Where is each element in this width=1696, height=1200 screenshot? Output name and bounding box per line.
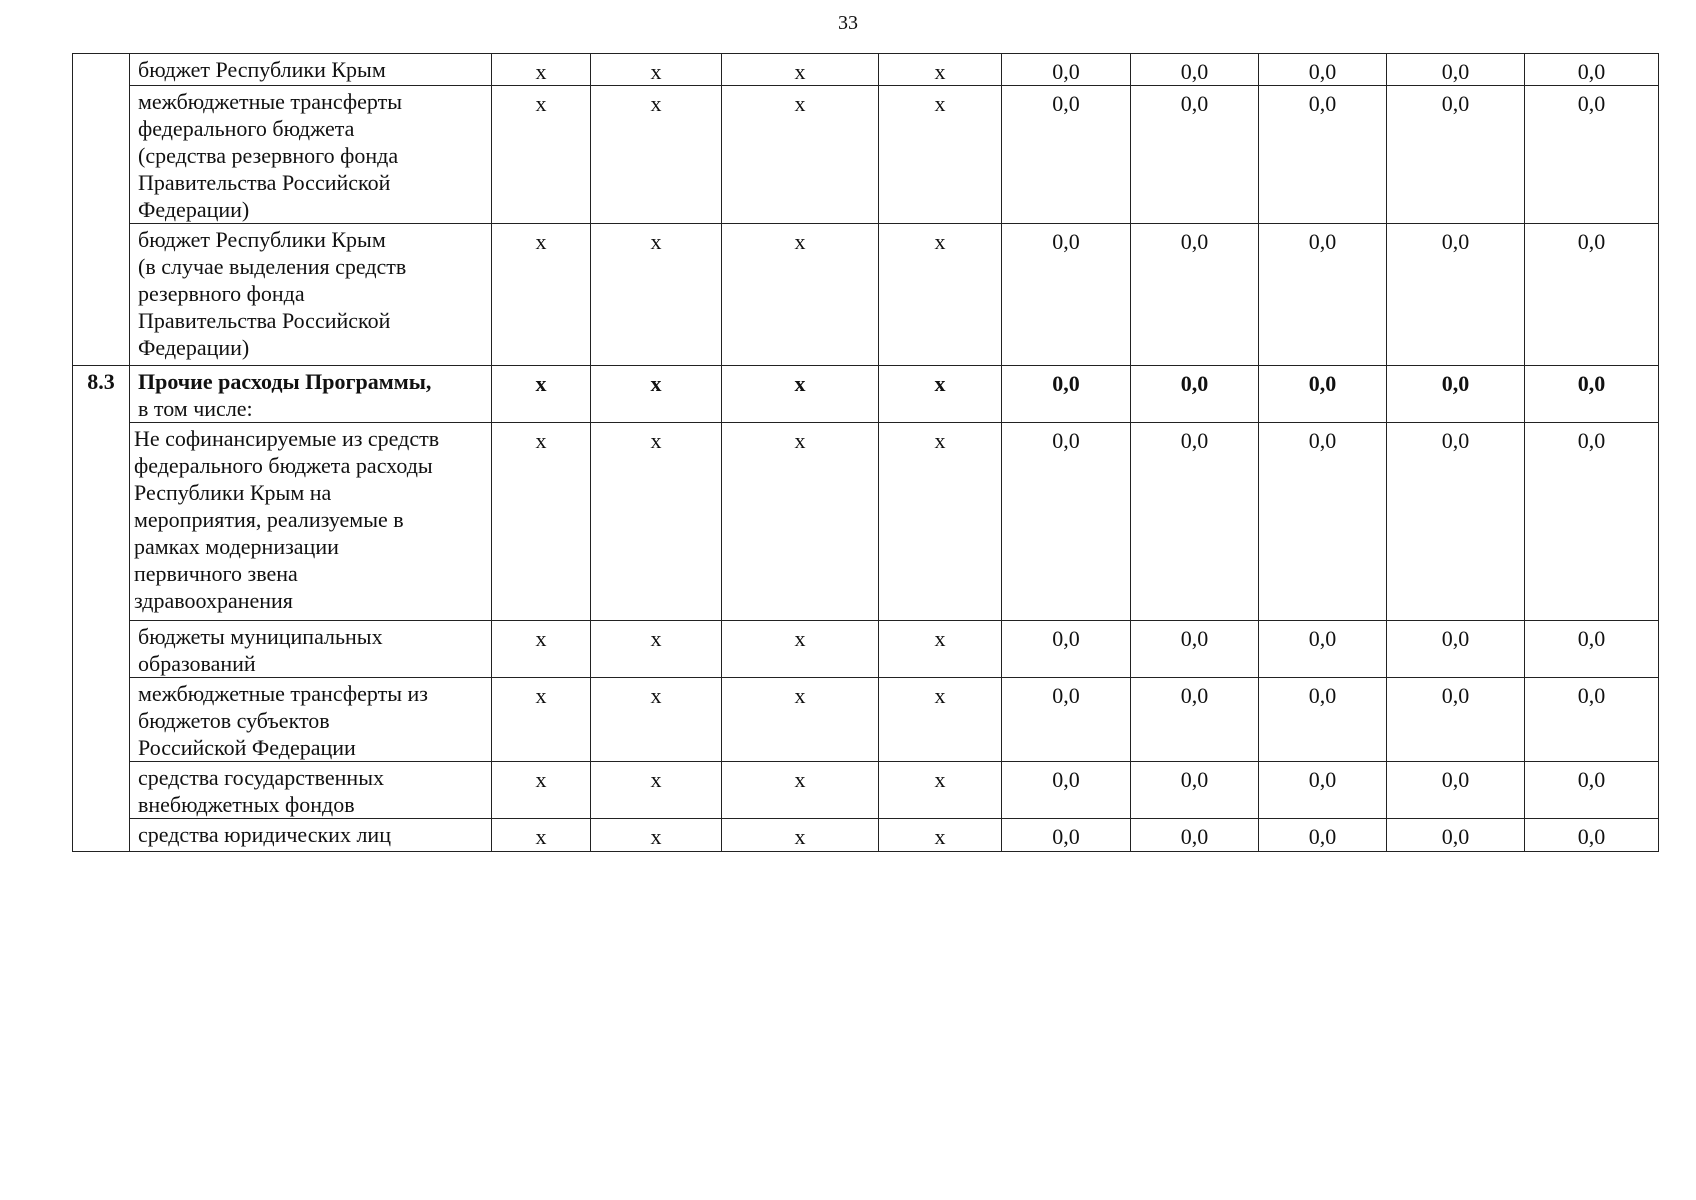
value-cell: х bbox=[722, 366, 879, 423]
value-cell: х bbox=[879, 224, 1002, 366]
value-cell: х bbox=[591, 86, 722, 224]
value-cell: х bbox=[492, 762, 591, 819]
description-line: Не софинансируемые из средств bbox=[134, 426, 440, 451]
description-line: образований bbox=[138, 651, 256, 676]
description-line: федерального бюджета расходы bbox=[134, 453, 433, 478]
row-number-cell: 8.3 bbox=[73, 366, 130, 423]
value-cell: х bbox=[591, 819, 722, 852]
value-cell: 0,0 bbox=[1002, 762, 1131, 819]
value-cell: х bbox=[492, 621, 591, 678]
value-cell: х bbox=[879, 762, 1002, 819]
row-description-cell bbox=[130, 54, 492, 86]
description-line: межбюджетные трансферты из bbox=[138, 681, 428, 706]
description-line: Правительства Российской bbox=[138, 308, 391, 333]
row-number-cell bbox=[73, 86, 130, 224]
value-cell: 0,0 bbox=[1387, 621, 1525, 678]
description-line: Прочие расходы Программы, bbox=[138, 369, 432, 394]
table-row bbox=[73, 621, 1659, 678]
description-line: бюджеты муниципальных bbox=[138, 624, 383, 649]
description-line: рамках модернизации bbox=[134, 534, 339, 559]
description-line: бюджетов субъектов bbox=[138, 708, 330, 733]
row-number-cell bbox=[73, 621, 130, 678]
value-cell: 0,0 bbox=[1002, 366, 1131, 423]
value-cell: 0,0 bbox=[1259, 678, 1387, 762]
row-number-cell bbox=[73, 762, 130, 819]
value-cell: 0,0 bbox=[1525, 762, 1659, 819]
value-cell: 0,0 bbox=[1131, 621, 1259, 678]
value-cell: х bbox=[879, 54, 1002, 86]
value-cell: 0,0 bbox=[1259, 762, 1387, 819]
value-cell: х bbox=[722, 819, 879, 852]
value-cell: х bbox=[591, 224, 722, 366]
value-cell: х bbox=[722, 54, 879, 86]
table-row bbox=[73, 819, 1659, 852]
value-cell: х bbox=[492, 224, 591, 366]
value-cell: 0,0 bbox=[1259, 224, 1387, 366]
value-cell: х bbox=[591, 762, 722, 819]
description-line: бюджет Республики Крым bbox=[138, 57, 386, 82]
description-line: Республики Крым на bbox=[134, 480, 332, 505]
value-cell: 0,0 bbox=[1002, 54, 1131, 86]
value-cell: 0,0 bbox=[1259, 86, 1387, 224]
value-cell: х bbox=[722, 86, 879, 224]
table-row bbox=[73, 762, 1659, 819]
row-description-cell bbox=[130, 224, 492, 366]
value-cell: х bbox=[492, 678, 591, 762]
value-cell: 0,0 bbox=[1259, 366, 1387, 423]
row-description-cell bbox=[130, 86, 492, 224]
description-line: (в случае выделения средств bbox=[138, 254, 407, 279]
table-row bbox=[73, 366, 1659, 423]
value-cell: 0,0 bbox=[1387, 423, 1525, 621]
table-row bbox=[73, 224, 1659, 366]
value-cell: 0,0 bbox=[1002, 86, 1131, 224]
table-row bbox=[73, 86, 1659, 224]
value-cell: х bbox=[722, 678, 879, 762]
value-cell: 0,0 bbox=[1131, 819, 1259, 852]
row-description-cell bbox=[130, 366, 492, 423]
value-cell: 0,0 bbox=[1525, 86, 1659, 224]
value-cell: 0,0 bbox=[1259, 54, 1387, 86]
description-line: средства государственных bbox=[138, 765, 384, 790]
value-cell: 0,0 bbox=[1387, 86, 1525, 224]
value-cell: 0,0 bbox=[1131, 224, 1259, 366]
value-cell: 0,0 bbox=[1387, 678, 1525, 762]
value-cell: х bbox=[879, 621, 1002, 678]
value-cell: 0,0 bbox=[1002, 423, 1131, 621]
value-cell: 0,0 bbox=[1387, 762, 1525, 819]
value-cell: 0,0 bbox=[1131, 423, 1259, 621]
description-line: (средства резервного фонда bbox=[138, 143, 399, 168]
value-cell: 0,0 bbox=[1002, 621, 1131, 678]
value-cell: 0,0 bbox=[1387, 224, 1525, 366]
table-row bbox=[73, 678, 1659, 762]
value-cell: х bbox=[492, 54, 591, 86]
value-cell: 0,0 bbox=[1387, 54, 1525, 86]
value-cell: х bbox=[879, 678, 1002, 762]
description-line: первичного звена bbox=[134, 561, 298, 586]
row-description-cell bbox=[130, 762, 492, 819]
value-cell: 0,0 bbox=[1525, 678, 1659, 762]
value-cell: х bbox=[879, 86, 1002, 224]
value-cell: х bbox=[591, 366, 722, 423]
value-cell: х bbox=[722, 621, 879, 678]
value-cell: 0,0 bbox=[1525, 423, 1659, 621]
description-line: мероприятия, реализуемые в bbox=[134, 507, 404, 532]
value-cell: 0,0 bbox=[1525, 366, 1659, 423]
value-cell: х bbox=[492, 366, 591, 423]
value-cell: 0,0 bbox=[1131, 54, 1259, 86]
value-cell: х bbox=[492, 819, 591, 852]
description-line: средства юридических лиц bbox=[138, 822, 391, 847]
value-cell: 0,0 bbox=[1131, 762, 1259, 819]
description-line: Федерации) bbox=[138, 197, 250, 222]
value-cell: х bbox=[591, 678, 722, 762]
row-number-cell bbox=[73, 423, 130, 621]
value-cell: 0,0 bbox=[1525, 224, 1659, 366]
description-line: резервного фонда bbox=[138, 281, 305, 306]
table-row bbox=[73, 423, 1659, 621]
row-description-cell bbox=[130, 423, 492, 621]
table-row bbox=[73, 54, 1659, 86]
description-line: бюджет Республики Крым bbox=[138, 227, 386, 252]
description-line: Правительства Российской bbox=[138, 170, 391, 195]
value-cell: х bbox=[879, 366, 1002, 423]
value-cell: 0,0 bbox=[1131, 366, 1259, 423]
page-number: 33 bbox=[838, 12, 858, 34]
value-cell: 0,0 bbox=[1002, 819, 1131, 852]
budget-table bbox=[72, 53, 1659, 852]
value-cell: х bbox=[492, 86, 591, 224]
description-line: в том числе: bbox=[138, 396, 253, 421]
value-cell: х bbox=[492, 423, 591, 621]
value-cell: 0,0 bbox=[1002, 224, 1131, 366]
value-cell: 0,0 bbox=[1387, 366, 1525, 423]
value-cell: х bbox=[722, 762, 879, 819]
value-cell: х bbox=[591, 423, 722, 621]
value-cell: х bbox=[591, 54, 722, 86]
row-number-cell bbox=[73, 54, 130, 86]
row-description-cell bbox=[130, 621, 492, 678]
table-body bbox=[73, 54, 1659, 852]
description-line: внебюджетных фондов bbox=[138, 792, 355, 817]
description-line: межбюджетные трансферты bbox=[138, 89, 402, 114]
value-cell: 0,0 bbox=[1002, 678, 1131, 762]
value-cell: 0,0 bbox=[1131, 678, 1259, 762]
description-line: федерального бюджета bbox=[138, 116, 355, 141]
value-cell: 0,0 bbox=[1525, 54, 1659, 86]
value-cell: х bbox=[722, 423, 879, 621]
value-cell: х bbox=[722, 224, 879, 366]
value-cell: 0,0 bbox=[1131, 86, 1259, 224]
value-cell: 0,0 bbox=[1259, 621, 1387, 678]
description-line: Федерации) bbox=[138, 335, 250, 360]
value-cell: 0,0 bbox=[1259, 423, 1387, 621]
row-number-cell bbox=[73, 819, 130, 852]
value-cell: х bbox=[879, 819, 1002, 852]
description-line: здравоохранения bbox=[134, 588, 293, 613]
description-line: Российской Федерации bbox=[138, 735, 356, 760]
row-number-cell bbox=[73, 224, 130, 366]
row-description-cell bbox=[130, 819, 492, 852]
row-description-cell bbox=[130, 678, 492, 762]
value-cell: 0,0 bbox=[1259, 819, 1387, 852]
value-cell: х bbox=[591, 621, 722, 678]
value-cell: 0,0 bbox=[1387, 819, 1525, 852]
value-cell: 0,0 bbox=[1525, 819, 1659, 852]
value-cell: 0,0 bbox=[1525, 621, 1659, 678]
row-number-cell bbox=[73, 678, 130, 762]
value-cell: х bbox=[879, 423, 1002, 621]
